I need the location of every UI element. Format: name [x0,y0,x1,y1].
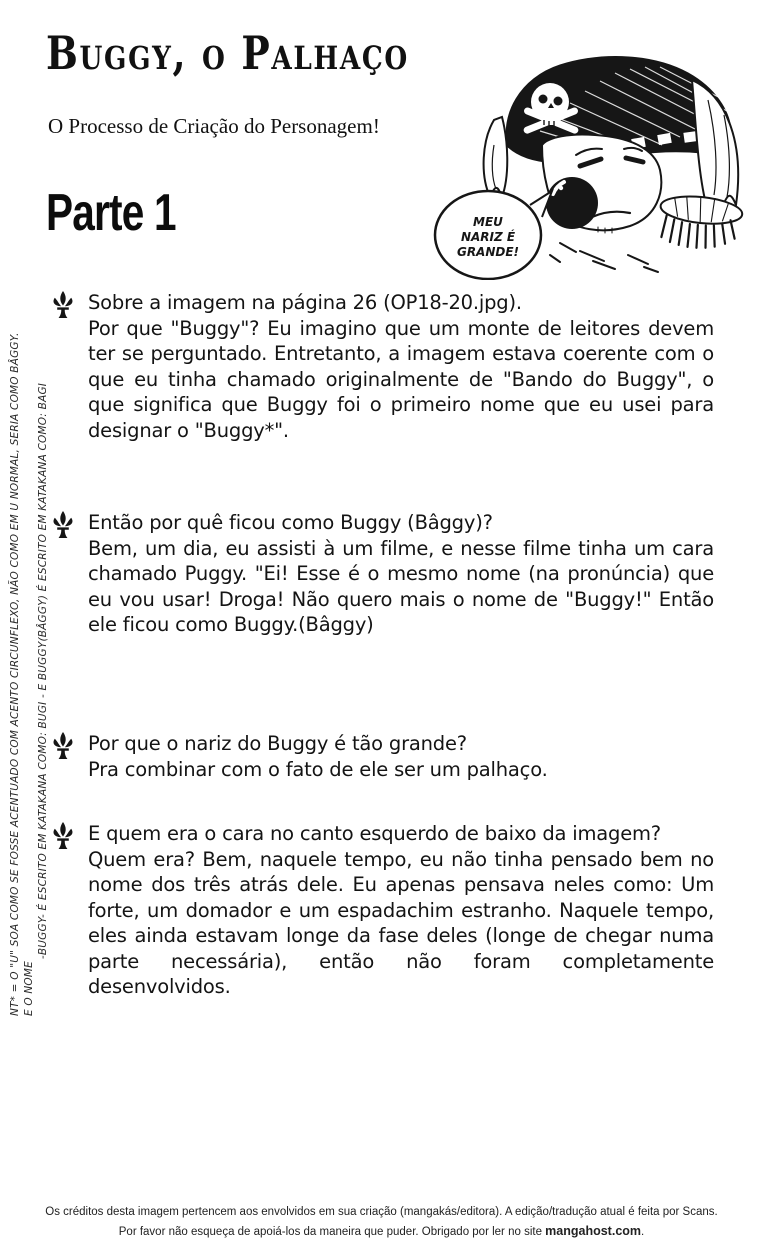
big-nose [546,177,598,229]
fleur-bullet-icon [51,291,75,318]
footer-credits-line1: Os créditos desta imagem pertencem aos envolvidos em sua criação (mangakás/editora). A edição/tradução atual é feita por Scans. [45,1206,718,1218]
qa-item [88,821,714,1000]
speech-bubble-line1: MEU [473,215,503,229]
fleur-bullet-icon [51,732,75,759]
speech-bubble-line2: NARIZ É [460,230,516,244]
margin-note-line1: NT* = O "U" SOA COMO SE FOSSE ACENTUADO COM ACENTO CIRCUNFLEXO, NÃO COMO EM U NORMAL, SERIA COMO BÂGGY. E O NOME [9,332,35,1016]
page-subtitle: O Processo de Criação do Personagem! [48,114,380,138]
answer-paragraph: Por que "Buggy"? Eu imagino que um monte de leitores devem ter se perguntado. Entretanto, a imagem estava coerente com o que eu tinha chamado originalmente de "Bando do Buggy", o que significa que Buggy foi o primeiro nome que eu usei para designar o "Buggy*". [88,316,714,442]
footer-credits-line2 [0,1222,763,1242]
part-heading: Parte 1 [46,184,176,242]
qa-item [88,731,714,782]
answer-paragraph: Quem era? Bem, naquele tempo, eu não tinha pensado bem no nome dos três atrás dele. Eu apenas pensava neles como: Um forte, um domador e um espadachim estranho. Naquele tempo, eles ainda estavam longe da fase deles (longe de chegar numa parte necessária), então não foram completamente desenvolvidos. [88,847,714,998]
motion-lines [550,243,658,272]
translator-margin-note [8,326,50,1016]
qa-item [88,510,714,638]
epaulette [657,193,744,252]
question-line: E quem era o cara no canto esquerdo de baixo da imagem? [88,822,661,845]
question-line: Por que o nariz do Buggy é tão grande? [88,732,467,755]
answer-paragraph: Bem, um dia, eu assisti à um filme, e nesse filme tinha um cara chamado Puggy. "Ei! Esse é o mesmo nome (na pronúncia) que eu vou usar! Droga! Não quero mais o nome de "Buggy!" Então ele ficou como Buggy.(Bâggy) [88,536,714,636]
question-line: Sobre a imagem na página 26 (OP18-20.jpg). [88,291,522,314]
speech-bubble-line3: GRANDE! [456,245,520,259]
page-title: Buggy, o Palhaço [46,26,409,80]
answer-paragraph: Pra combinar com o fato de ele ser um palhaço. [88,757,548,781]
footer-line2-period: . [641,1226,645,1238]
qa-item [88,290,714,443]
fleur-bullet-icon [51,511,75,538]
footer-line2-text: Por favor não esqueça de apoiá-los da maneira que puder. Obrigado por ler no site [118,1226,546,1238]
footer-credits [0,1203,763,1242]
site-name: mangahost.com [545,1224,642,1238]
speech-bubble [435,191,552,279]
question-line: Então por quê ficou como Buggy (Bâggy)? [88,511,493,534]
left-hair-lock [484,117,508,197]
buggy-illustration [430,45,763,280]
fleur-bullet-icon [51,822,75,849]
margin-note-line2: -BUGGY- É ESCRITO EM KATAKANA COMO: BUGI - E BUGGY(BÂGGY) É ESCRITO EM KATAKANA COMO: BAGI [37,382,49,960]
